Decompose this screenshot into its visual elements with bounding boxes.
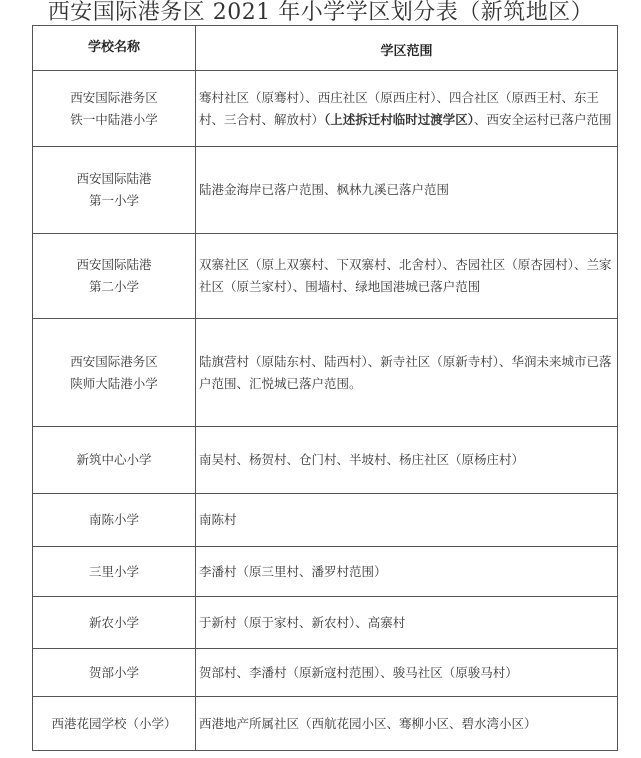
- area-text: 贺部村、李潘村（原新寇村范围）、骏马社区（原骏马村）: [199, 664, 518, 680]
- school-name-line: 贺部小学: [88, 664, 139, 680]
- school-name: [33, 147, 196, 234]
- district-area: [196, 234, 618, 319]
- district-area: [196, 547, 618, 597]
- school-name: [33, 71, 196, 147]
- table-row: [33, 597, 618, 649]
- school-name-line: 西安国际港务区: [70, 353, 158, 369]
- school-name: [33, 597, 196, 649]
- area-text: 、西安全运村已落户范围: [474, 111, 612, 127]
- table-row: [33, 234, 618, 319]
- school-name-line: 西港花园学校（小学）: [51, 715, 177, 731]
- district-area: [196, 147, 618, 234]
- area-text: 陆港金海岸已落户范围、枫林九溪已落户范围: [199, 182, 450, 197]
- school-name: [33, 234, 196, 319]
- school-name: [33, 547, 196, 597]
- school-name-line: 西安国际港务区: [70, 89, 158, 105]
- district-area: [196, 649, 618, 697]
- header-district-area: 学区范围: [196, 26, 618, 71]
- school-district-table: [32, 25, 618, 751]
- school-name-line: 铁一中陆港小学: [70, 111, 158, 127]
- area-text: 李潘村（原三里村、潘罗村范围）: [199, 563, 387, 579]
- district-area: [196, 597, 618, 649]
- school-name: [33, 649, 196, 697]
- school-name-line: 南陈小学: [88, 512, 139, 527]
- area-text: 南吴村、杨贺村、仓门村、半坡村、杨庄社区（原杨庄村）: [199, 452, 525, 467]
- table-header-row: [33, 26, 618, 71]
- table-row: [33, 547, 618, 597]
- school-name-line: 新农小学: [88, 614, 139, 630]
- table-row: [33, 319, 618, 427]
- area-text: 骞村社区（原骞村）、西庄社区（原西庄村）、四合社区（原西王村、东王村、三合村、解放村）: [199, 89, 600, 127]
- school-name-line: 新筑中心小学: [76, 452, 152, 467]
- district-area: [196, 427, 618, 494]
- school-name: [33, 427, 196, 494]
- table-row: [33, 71, 618, 147]
- school-name-line: 三里小学: [88, 563, 139, 579]
- school-name: [33, 494, 196, 547]
- district-area: [196, 71, 618, 147]
- table-row: [33, 427, 618, 494]
- table-row: [33, 147, 618, 234]
- school-name-line: 西安国际陆港: [76, 257, 152, 272]
- area-text: 于新村（原于家村、新农村）、高寨村: [199, 614, 406, 630]
- school-name-line: 西安国际陆港: [76, 171, 152, 186]
- table-row: [33, 494, 618, 547]
- area-text: 南陈村: [199, 512, 237, 527]
- table-row: [33, 649, 618, 697]
- school-name: [33, 697, 196, 751]
- area-text: 双寨社区（原上双寨村、下双寨村、北舍村）、杏园社区（原杏园村）、兰家社区（原兰家村）、围墙村、绿地国港城已落户范围: [199, 257, 612, 294]
- school-name-line: 陕师大陆港小学: [70, 375, 158, 391]
- area-note-bold: （上述拆迁村临时过渡学区）: [324, 111, 475, 127]
- header-school-name: 学校名称: [33, 26, 196, 71]
- school-name-line: 第二小学: [88, 279, 139, 294]
- area-text: 西港地产所属社区（西航花园小区、骞柳小区、碧水湾小区）: [199, 715, 537, 731]
- table-row: [33, 697, 618, 751]
- district-area: [196, 494, 618, 547]
- school-name-line: 第一小学: [88, 193, 139, 208]
- district-area: [196, 697, 618, 751]
- area-text: 陆旗营村（原陆东村、陆西村）、新寺社区（原新寺村）、华润未来城市已落户范围、汇悦城已落户范围。: [199, 353, 612, 391]
- school-name: [33, 319, 196, 427]
- district-area: [196, 319, 618, 427]
- page-title: 西安国际港务区 2021 年小学学区划分表（新筑地区）: [47, 0, 594, 25]
